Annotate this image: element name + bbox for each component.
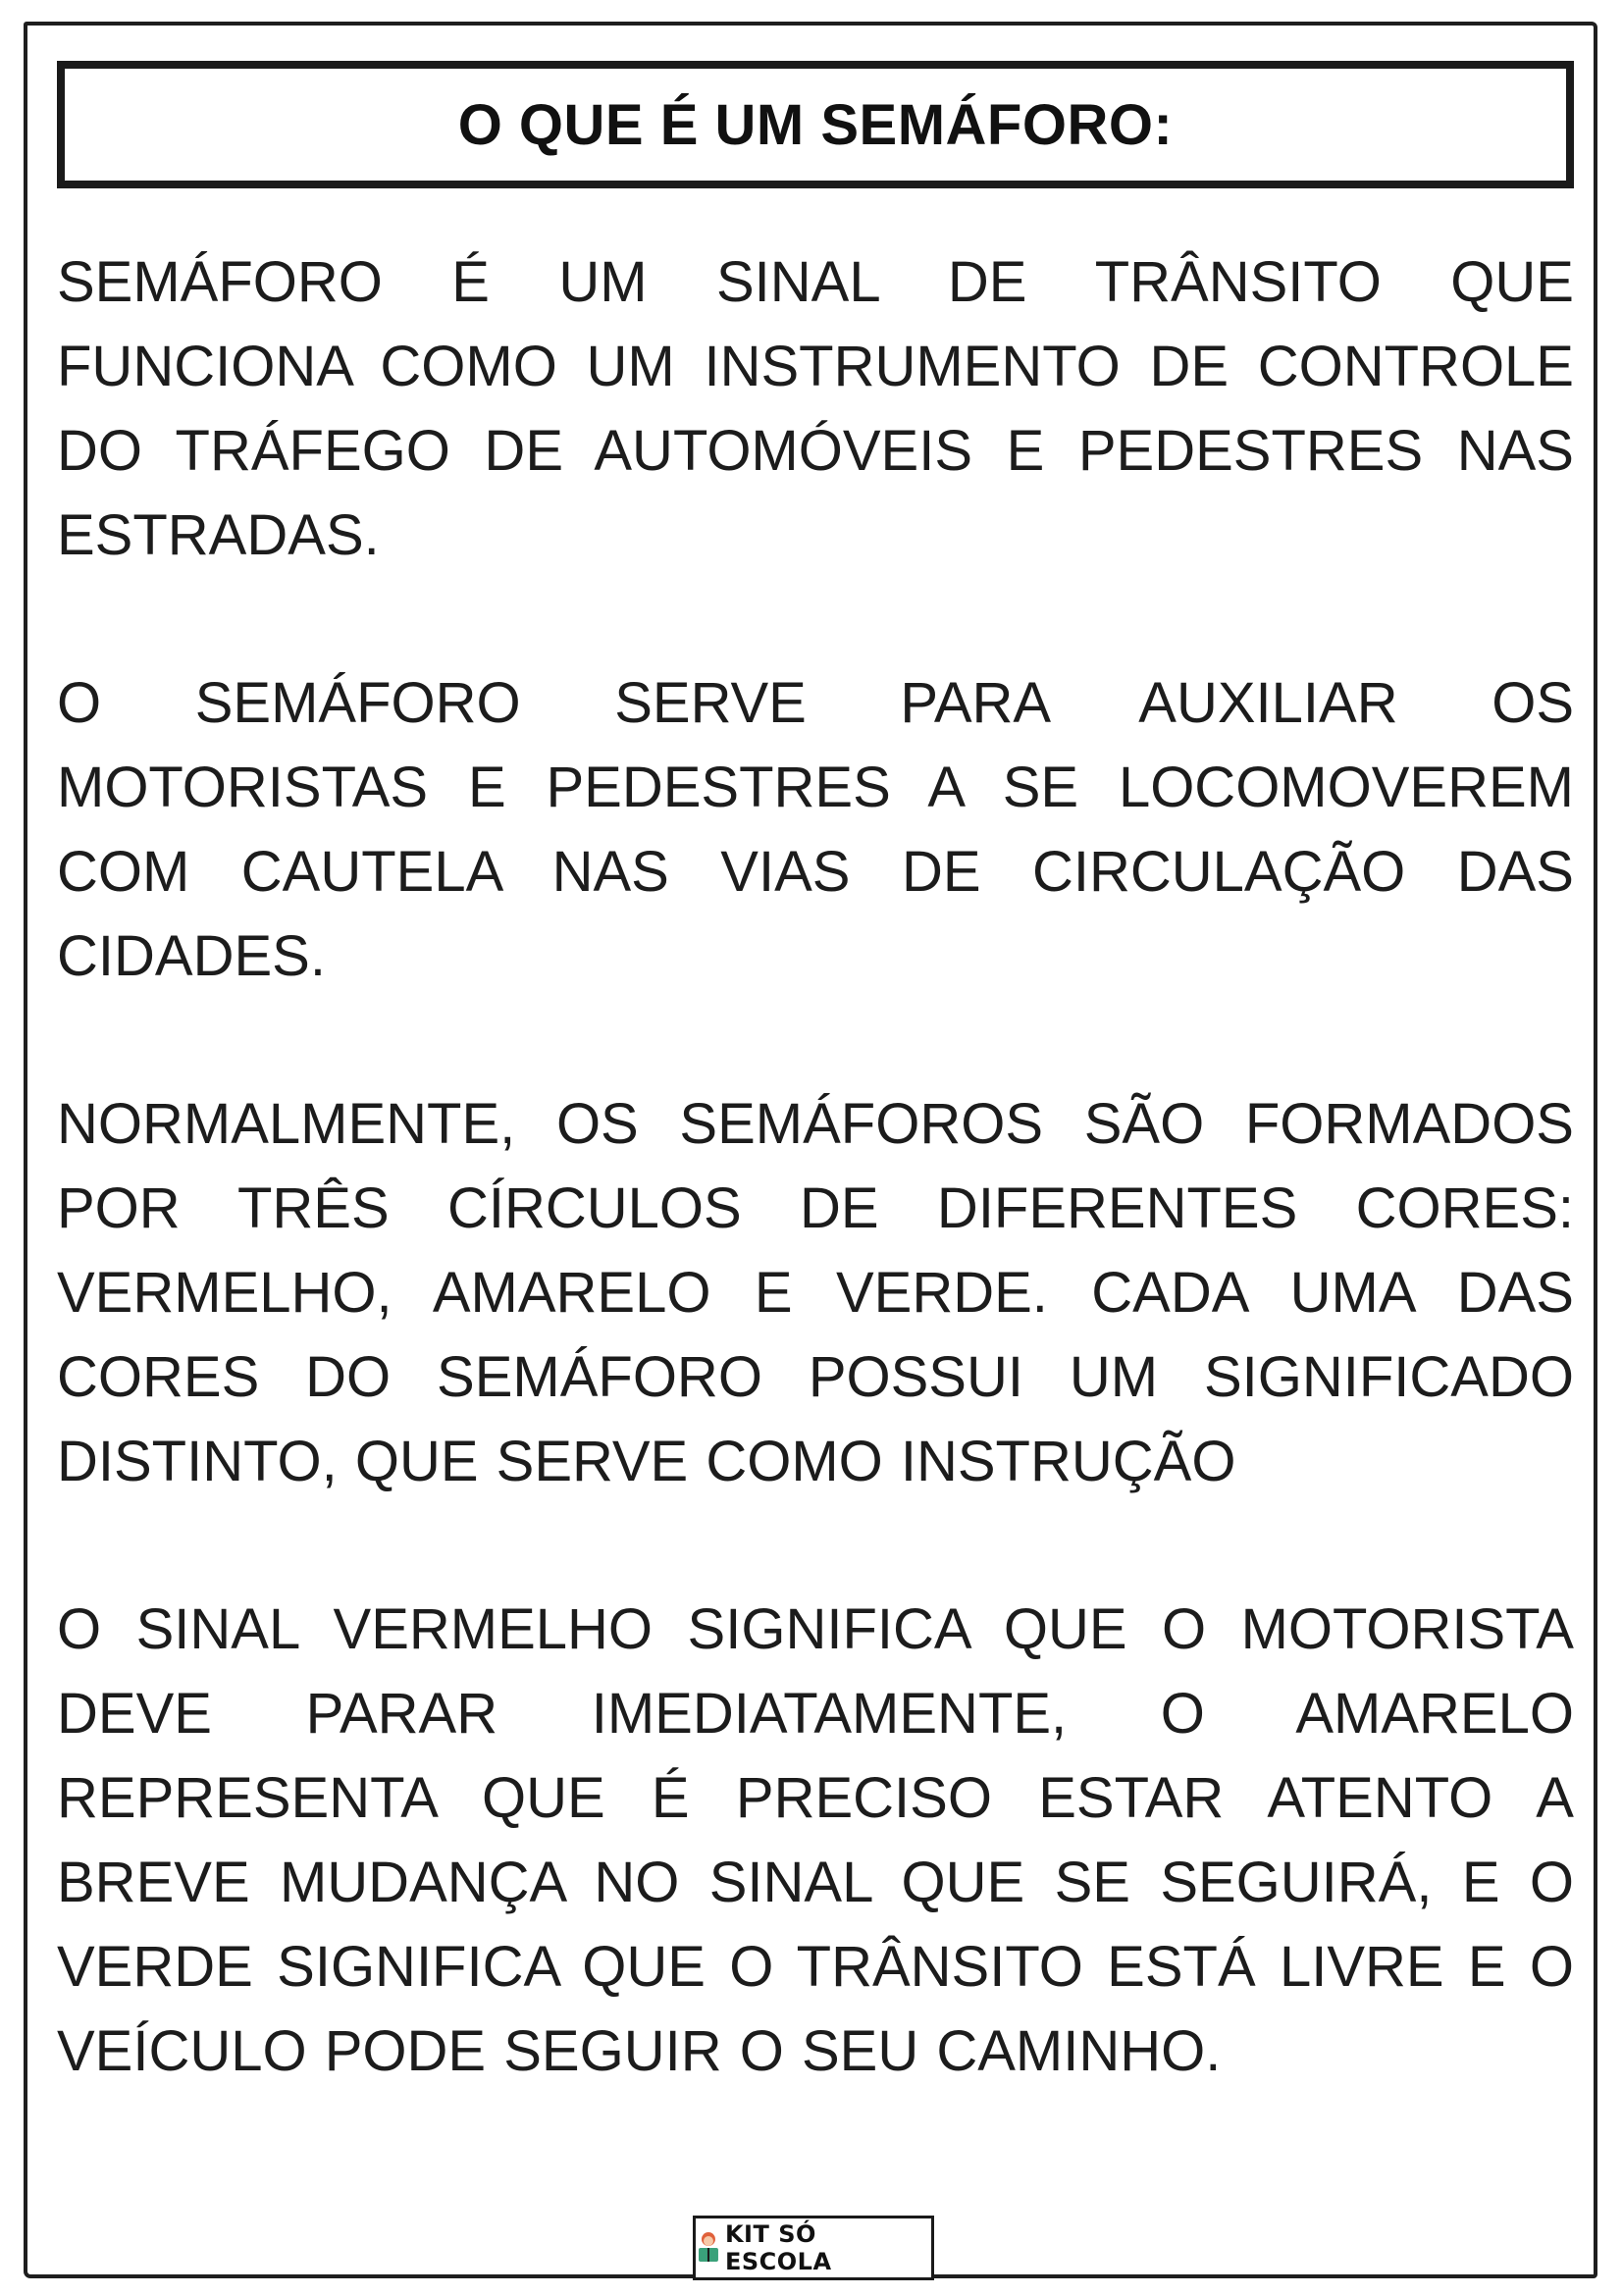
page-title: O QUE É UM SEMÁFORO: — [457, 92, 1174, 157]
footer-logo — [693, 2216, 934, 2280]
paragraph-meanings: O SINAL VERMELHO SIGNIFICA QUE O MOTORISTA DEVE PARAR IMEDIATAMENTE, O AMARELO REPRESENTA QUE É PRECISO ESTAR ATENTO A BREVE MUDANÇA NO SINAL QUE SE SEGUIRÁ, E O VERDE SIGNIFICA QUE O TRÂNSITO ESTÁ LIVRE E O VEÍCULO PODE SEGUIR O SEU CAMINHO. — [57, 1597, 1574, 2083]
student-icon — [696, 2230, 721, 2266]
footer-brand: KIT SÓ ESCOLA — [724, 2220, 832, 2275]
text-body — [57, 240, 1574, 2177]
paragraph-definition: SEMÁFORO É UM SINAL DE TRÂNSITO QUE FUNCIONA COMO UM INSTRUMENTO DE CONTROLE DO TRÁFEGO DE AUTOMÓVEIS E PEDESTRES NAS ESTRADAS. — [57, 250, 1574, 567]
title-box — [57, 61, 1574, 188]
paragraph-colors: NORMALMENTE, OS SEMÁFOROS SÃO FORMADOS POR TRÊS CÍRCULOS DE DIFERENTES CORES: VERMELHO, AMARELO E VERDE. CADA UMA DAS CORES DO SEMÁFORO POSSUI UM SIGNIFICADO DISTINTO, QUE SERVE COMO INSTRUÇÃO — [57, 1092, 1574, 1493]
paragraph-purpose: O SEMÁFORO SERVE PARA AUXILIAR OS MOTORISTAS E PEDESTRES A SE LOCOMOVEREM COM CAUTELA NAS VIAS DE CIRCULAÇÃO DAS CIDADES. — [57, 671, 1574, 988]
